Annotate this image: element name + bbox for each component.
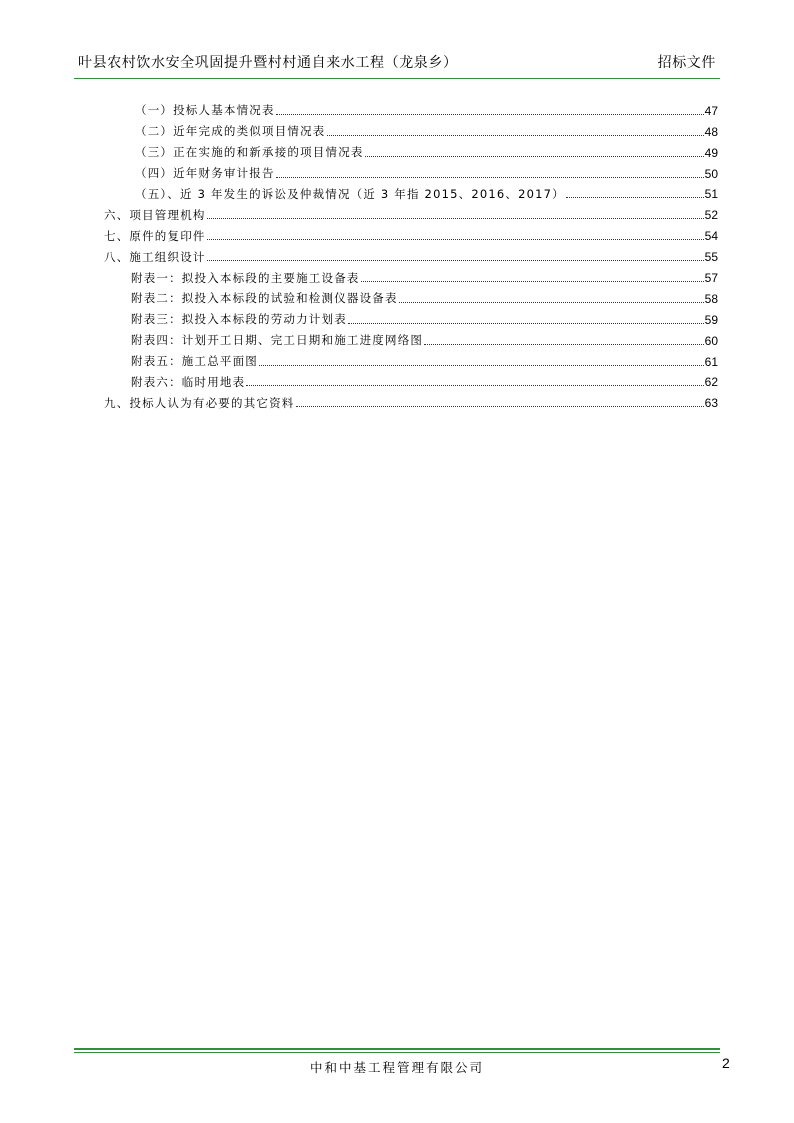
toc-entry[interactable] [104, 159, 718, 180]
toc-entry-page: 52 [704, 208, 718, 223]
toc-entry[interactable] [104, 138, 718, 159]
toc-leader-dots [207, 239, 704, 240]
footer-divider-thin [74, 1052, 720, 1053]
toc-leader-dots [399, 302, 704, 303]
footer-divider [74, 1048, 720, 1050]
toc-entry-text: 附表五：施工总平面图 [131, 354, 258, 369]
header-divider [74, 78, 720, 79]
toc-leader-dots [365, 156, 704, 157]
toc-entry-text: （三）正在实施的和新承接的项目情况表 [135, 145, 364, 160]
toc-entry-text: 八、施工组织设计 [104, 249, 206, 264]
toc-entry-page: 55 [704, 250, 718, 265]
toc-leader-dots [424, 344, 704, 345]
table-of-contents [104, 96, 718, 409]
toc-entry[interactable] [104, 242, 718, 263]
toc-leader-dots [276, 114, 704, 115]
toc-entry[interactable] [104, 117, 718, 138]
toc-entry-page: 62 [704, 375, 718, 390]
toc-entry-page: 49 [704, 145, 718, 160]
toc-entry-page: 48 [704, 124, 718, 139]
toc-entry-text: （四）近年财务审计报告 [135, 166, 275, 181]
toc-entry-page: 58 [704, 291, 718, 306]
toc-entry-page: 61 [704, 354, 718, 369]
page-number: 2 [722, 1055, 730, 1071]
page-header [74, 50, 720, 74]
toc-entry-page: 63 [704, 396, 718, 411]
toc-entry-text: 附表三：拟投入本标段的劳动力计划表 [131, 312, 347, 327]
toc-entry-page: 57 [704, 271, 718, 286]
toc-entry-page: 51 [704, 187, 718, 202]
toc-entry-page: 47 [704, 103, 718, 118]
toc-entry-text: 七、原件的复印件 [104, 228, 206, 243]
toc-entry[interactable] [104, 96, 718, 117]
toc-leader-dots [259, 365, 704, 366]
toc-entry[interactable] [104, 347, 718, 368]
toc-entry[interactable] [104, 221, 718, 242]
footer-company-name: 中和中基工程管理有限公司 [309, 1060, 484, 1075]
toc-leader-dots [566, 197, 704, 198]
toc-entry-page: 54 [704, 229, 718, 244]
toc-entry-text: 附表四：计划开工日期、完工日期和施工进度网络图 [131, 333, 424, 348]
toc-leader-dots [246, 385, 703, 386]
toc-leader-dots [361, 281, 704, 282]
toc-entry[interactable] [104, 200, 718, 221]
toc-leader-dots [327, 135, 704, 136]
toc-entry-text: （二）近年完成的类似项目情况表 [135, 124, 326, 139]
toc-entry-page: 50 [704, 166, 718, 181]
toc-entry-text: 附表一：拟投入本标段的主要施工设备表 [131, 270, 360, 285]
toc-entry[interactable] [104, 388, 718, 409]
toc-leader-dots [207, 218, 704, 219]
toc-entry[interactable] [104, 180, 718, 201]
toc-entry[interactable] [104, 368, 718, 389]
toc-entry-page: 60 [704, 333, 718, 348]
toc-entry-text: 附表六：临时用地表 [131, 374, 246, 389]
toc-entry-text: 六、项目管理机构 [104, 207, 206, 222]
toc-entry[interactable] [104, 284, 718, 305]
toc-leader-dots [296, 406, 704, 407]
toc-leader-dots [348, 323, 704, 324]
toc-entry[interactable] [104, 263, 718, 284]
toc-entry-text: 九、投标人认为有必要的其它资料 [104, 395, 295, 410]
toc-entry[interactable] [104, 326, 718, 347]
document-title: 叶县农村饮水安全巩固提升暨村村通自来水工程（龙泉乡） [78, 55, 458, 71]
toc-leader-dots [207, 260, 704, 261]
toc-entry-page: 59 [704, 312, 718, 327]
toc-entry[interactable] [104, 305, 718, 326]
toc-entry-text: （一）投标人基本情况表 [135, 103, 275, 118]
toc-entry-text: 附表二：拟投入本标段的试验和检测仪器设备表 [131, 291, 398, 306]
toc-leader-dots [276, 177, 704, 178]
document-type-label: 招标文件 [657, 55, 716, 71]
toc-entry-text: （五）、近 3 年发生的诉讼及仲裁情况（近 3 年指 2015、2016、2017） [135, 186, 565, 201]
